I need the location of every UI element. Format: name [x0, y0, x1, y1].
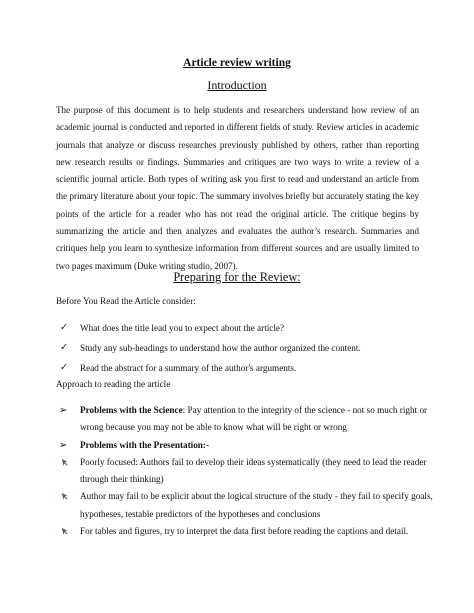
problems-list	[56, 402, 436, 540]
checklist-item-text: Study any sub-headings to understand how the author organized the content.	[80, 343, 361, 354]
arrow-bullet-icon: ➢	[59, 405, 68, 416]
problem-item	[56, 402, 436, 437]
checklist	[56, 322, 436, 383]
pushpin-bullet-icon	[60, 458, 69, 467]
point-item-text: Author may fail to be explicit about the logical structure of the study - they fail to specify goals, hypotheses, testable predictors of the hypotheses and conclusions	[80, 491, 433, 519]
document-title: Article review writing	[183, 57, 291, 69]
arrow-bullet-icon: ➢	[59, 439, 68, 451]
pushpin-bullet-icon	[60, 527, 69, 536]
introduction-paragraph: The purpose of this document is to help students and researchers understand how review of an academic journal is conducted and reported in different fields of study. Review articles in academic journals that analyze or discuss researches previously published by others, rather than reporting new research results or findings. Summaries and critiques are two ways to write a review of a scientific journal article. Both types of writing ask you first to read and understand an article from the primary literature about your topic. The summary involves briefly but accurately stating the key points of the article for a reader who has not read the original article. The critique begins by summarizing the article and then analyzes and evaluates the author’s research. Summaries and critiques help you learn to synthesize information from different sources and are usually limited to two pages maximum (Duke writing studio, 2007).	[56, 105, 419, 271]
point-item-text: For tables and figures, try to interpret the data first before reading the captions and detail.	[80, 526, 409, 537]
problem-item-text: : Pay attention to the integrity of the science - not so much right or wrong because you may not be able to know what will be right or wrong	[80, 405, 428, 433]
check-icon: ✓	[60, 363, 68, 374]
check-icon: ✓	[60, 323, 68, 333]
point-item	[56, 454, 436, 489]
section-heading: Preparing for the Review:	[173, 270, 301, 284]
approach-label: Approach to reading the article	[56, 379, 171, 389]
introduction-heading: Introduction	[207, 78, 267, 92]
checklist-item-text: Read the abstract for a summary of the author's arguments.	[80, 363, 297, 374]
problem-item-title: Problems with the Presentation:-	[80, 439, 210, 450]
check-icon: ✓	[60, 343, 68, 354]
point-item-text: Poorly focused: Authors fail to develop their ideas systematically (they need to lead the reader through their thinking)	[80, 456, 427, 485]
checklist-item	[56, 322, 436, 334]
checklist-item	[56, 342, 436, 354]
point-item	[56, 523, 436, 540]
problem-item	[56, 437, 436, 454]
point-item	[56, 488, 436, 523]
checklist-item	[56, 362, 436, 374]
problem-item-title: Problems with the Science	[80, 405, 183, 415]
checklist-item-text: What does the title lead you to expect about the article?	[80, 323, 285, 333]
before-read-label: Before You Read the Article consider:	[56, 296, 196, 306]
pushpin-bullet-icon	[60, 492, 69, 501]
